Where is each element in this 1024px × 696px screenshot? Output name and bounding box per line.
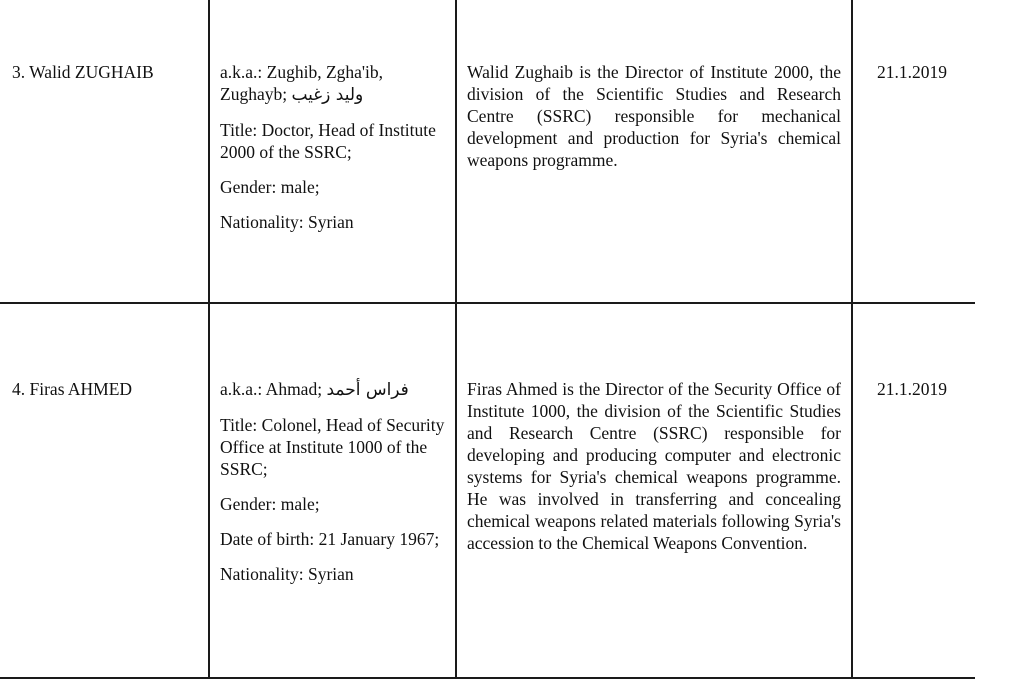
- nationality-line: Nationality: Syrian: [220, 564, 354, 584]
- identifying-info: [220, 378, 452, 598]
- nationality-line: Nationality: Syrian: [220, 212, 354, 232]
- entry-name: 4. Firas AHMED: [12, 379, 133, 399]
- title-line: Title: Colonel, Head of Security Office at Institute 1000 of the SSRC;: [220, 415, 445, 479]
- row-divider: [0, 302, 975, 304]
- aka-text: a.k.a.: Zughib, Zgha'ib, Zughayb;: [220, 62, 384, 104]
- reasons-text: Walid Zughaib is the Director of Institute 2000, the division of the Scientific Studies and Research Centre (SSRC) responsible for mechanical development and production for Syria's chemical weapons programme.: [467, 62, 841, 170]
- listing-date: 21.1.2019: [877, 62, 947, 82]
- title-line: Title: Doctor, Head of Institute 2000 of the SSRC;: [220, 120, 436, 162]
- entry-name: 3. Walid ZUGHAIB: [12, 62, 154, 82]
- gender-line: Gender: male;: [220, 494, 320, 514]
- column-divider-3: [851, 0, 853, 678]
- aka-text: a.k.a.: Ahmad;: [220, 379, 323, 399]
- aka-line: [220, 61, 452, 106]
- gender-line: Gender: male;: [220, 177, 320, 197]
- table-bottom-border: [0, 677, 975, 679]
- aka-arabic: فراس أحمد: [326, 380, 409, 400]
- dob-line: Date of birth: 21 January 1967;: [220, 529, 440, 549]
- column-divider-2: [455, 0, 457, 678]
- column-divider-1: [208, 0, 210, 678]
- listing-date: 21.1.2019: [877, 379, 947, 399]
- aka-line: [220, 378, 452, 401]
- identifying-info: [220, 61, 452, 246]
- reasons-text: Firas Ahmed is the Director of the Security Office of Institute 1000, the division of the Scientific Studies and Research Centre (SSRC) responsible for developing and producing computer and electronic systems for Syria's chemical weapons programme. He was involved in transferring and concealing chemical weapons related materials following Syria's accession to the Chemical Weapons Convention.: [467, 379, 841, 553]
- aka-arabic: وليد زغيب: [291, 85, 364, 105]
